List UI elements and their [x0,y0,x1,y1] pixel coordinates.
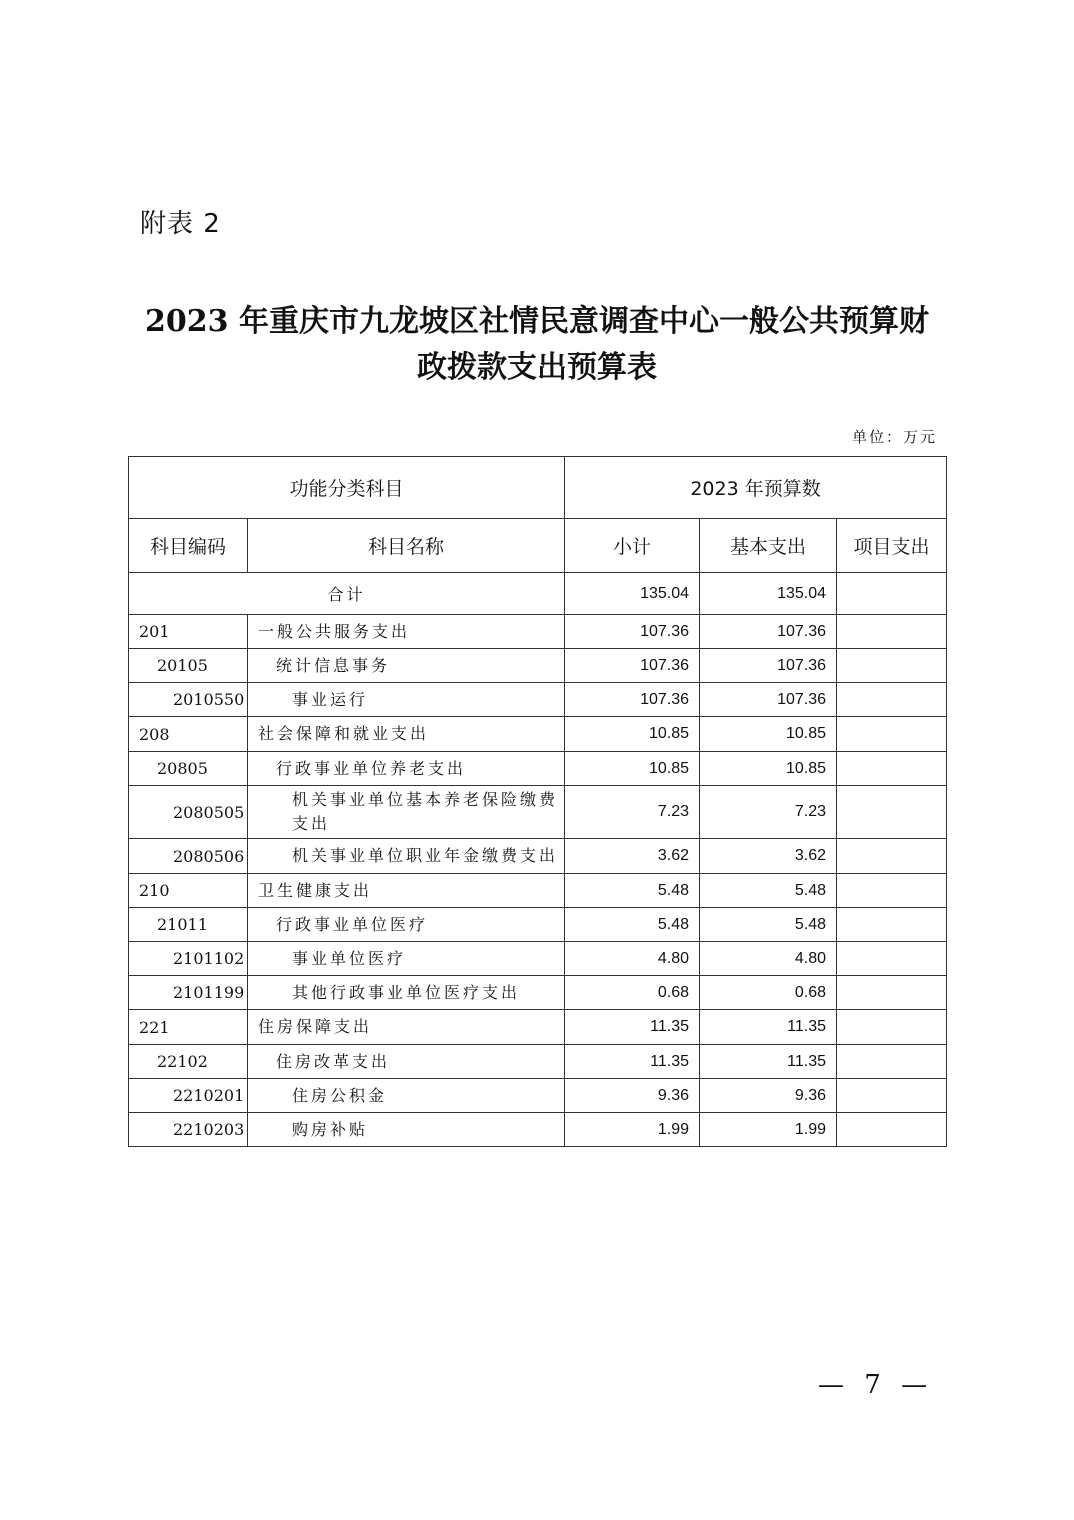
document-title-line1: 2023 年重庆市九龙坡区社情民意调查中心一般公共预算财 [145,304,929,339]
row-code: 221 [129,1010,248,1045]
row-basic: 11.35 [700,1010,837,1045]
row-code: 210 [129,874,248,908]
row-basic: 0.68 [700,976,837,1010]
total-label: 合计 [129,573,565,615]
budget-table [128,456,947,1147]
row-code: 2210203 [129,1113,248,1147]
row-subtotal: 3.62 [565,839,700,874]
table-row [129,649,947,683]
appendix-label: 附表 2 [140,209,221,239]
row-project [837,615,947,649]
total-basic: 135.04 [700,573,837,615]
table-row [129,1010,947,1045]
row-subtotal: 107.36 [565,683,700,717]
row-name: 统计信息事务 [248,649,565,683]
row-project [837,1010,947,1045]
row-basic: 11.35 [700,1045,837,1079]
row-basic: 9.36 [700,1079,837,1113]
row-code: 20805 [129,752,248,786]
row-subtotal: 4.80 [565,942,700,976]
row-name: 住房公积金 [248,1079,565,1113]
row-subtotal: 9.36 [565,1079,700,1113]
header-name: 科目名称 [248,519,565,573]
row-subtotal: 11.35 [565,1045,700,1079]
table-row [129,683,947,717]
row-name: 机关事业单位职业年金缴费支出 [248,839,565,874]
row-code: 22102 [129,1045,248,1079]
row-project [837,1045,947,1079]
row-name: 住房改革支出 [248,1045,565,1079]
row-project [837,786,947,839]
row-basic: 107.36 [700,649,837,683]
table-row [129,1079,947,1113]
row-code: 2101199 [129,976,248,1010]
total-subtotal: 135.04 [565,573,700,615]
page-number: — 7 — [818,1370,934,1400]
table-row [129,839,947,874]
row-subtotal: 1.99 [565,1113,700,1147]
row-project [837,649,947,683]
row-basic: 107.36 [700,683,837,717]
row-basic: 10.85 [700,717,837,752]
row-name: 事业运行 [248,683,565,717]
header-basic: 基本支出 [700,519,837,573]
row-subtotal: 107.36 [565,649,700,683]
row-subtotal: 10.85 [565,717,700,752]
header-subtotal: 小计 [565,519,700,573]
row-code: 208 [129,717,248,752]
row-project [837,942,947,976]
table-row [129,752,947,786]
row-subtotal: 5.48 [565,908,700,942]
row-basic: 10.85 [700,752,837,786]
row-name: 行政事业单位养老支出 [248,752,565,786]
row-code: 201 [129,615,248,649]
row-name: 其他行政事业单位医疗支出 [248,976,565,1010]
row-code: 20105 [129,649,248,683]
row-subtotal: 10.85 [565,752,700,786]
row-code: 2101102 [129,942,248,976]
row-basic: 7.23 [700,786,837,839]
row-project [837,752,947,786]
header-func-category: 功能分类科目 [129,457,565,519]
table-row [129,908,947,942]
row-code: 2080505 [129,786,248,839]
row-name: 住房保障支出 [248,1010,565,1045]
row-basic: 3.62 [700,839,837,874]
row-project [837,874,947,908]
document-title-line2: 政拨款支出预算表 [417,350,657,385]
table-row [129,1045,947,1079]
row-subtotal: 11.35 [565,1010,700,1045]
row-basic: 107.36 [700,615,837,649]
table-row [129,874,947,908]
row-name: 机关事业单位基本养老保险缴费支出 [248,786,565,839]
table-row [129,1113,947,1147]
row-project [837,1113,947,1147]
row-name: 卫生健康支出 [248,874,565,908]
row-project [837,1079,947,1113]
row-subtotal: 0.68 [565,976,700,1010]
row-name: 购房补贴 [248,1113,565,1147]
table-row [129,786,947,839]
row-subtotal: 7.23 [565,786,700,839]
header-code: 科目编码 [129,519,248,573]
row-project [837,908,947,942]
total-project [837,573,947,615]
row-subtotal: 5.48 [565,874,700,908]
row-name: 一般公共服务支出 [248,615,565,649]
total-row [129,573,947,615]
table-row [129,976,947,1010]
row-code: 2210201 [129,1079,248,1113]
row-name: 事业单位医疗 [248,942,565,976]
row-basic: 4.80 [700,942,837,976]
header-budget-year: 2023 年预算数 [565,457,947,519]
row-project [837,976,947,1010]
unit-label: 单位：万元 [851,428,937,446]
row-name: 社会保障和就业支出 [248,717,565,752]
table-row [129,717,947,752]
table-row [129,615,947,649]
row-name: 行政事业单位医疗 [248,908,565,942]
table-row [129,942,947,976]
row-basic: 5.48 [700,874,837,908]
row-basic: 1.99 [700,1113,837,1147]
row-basic: 5.48 [700,908,837,942]
row-subtotal: 107.36 [565,615,700,649]
row-code: 21011 [129,908,248,942]
header-project: 项目支出 [837,519,947,573]
row-project [837,717,947,752]
row-project [837,683,947,717]
row-code: 2080506 [129,839,248,874]
row-project [837,839,947,874]
row-code: 2010550 [129,683,248,717]
